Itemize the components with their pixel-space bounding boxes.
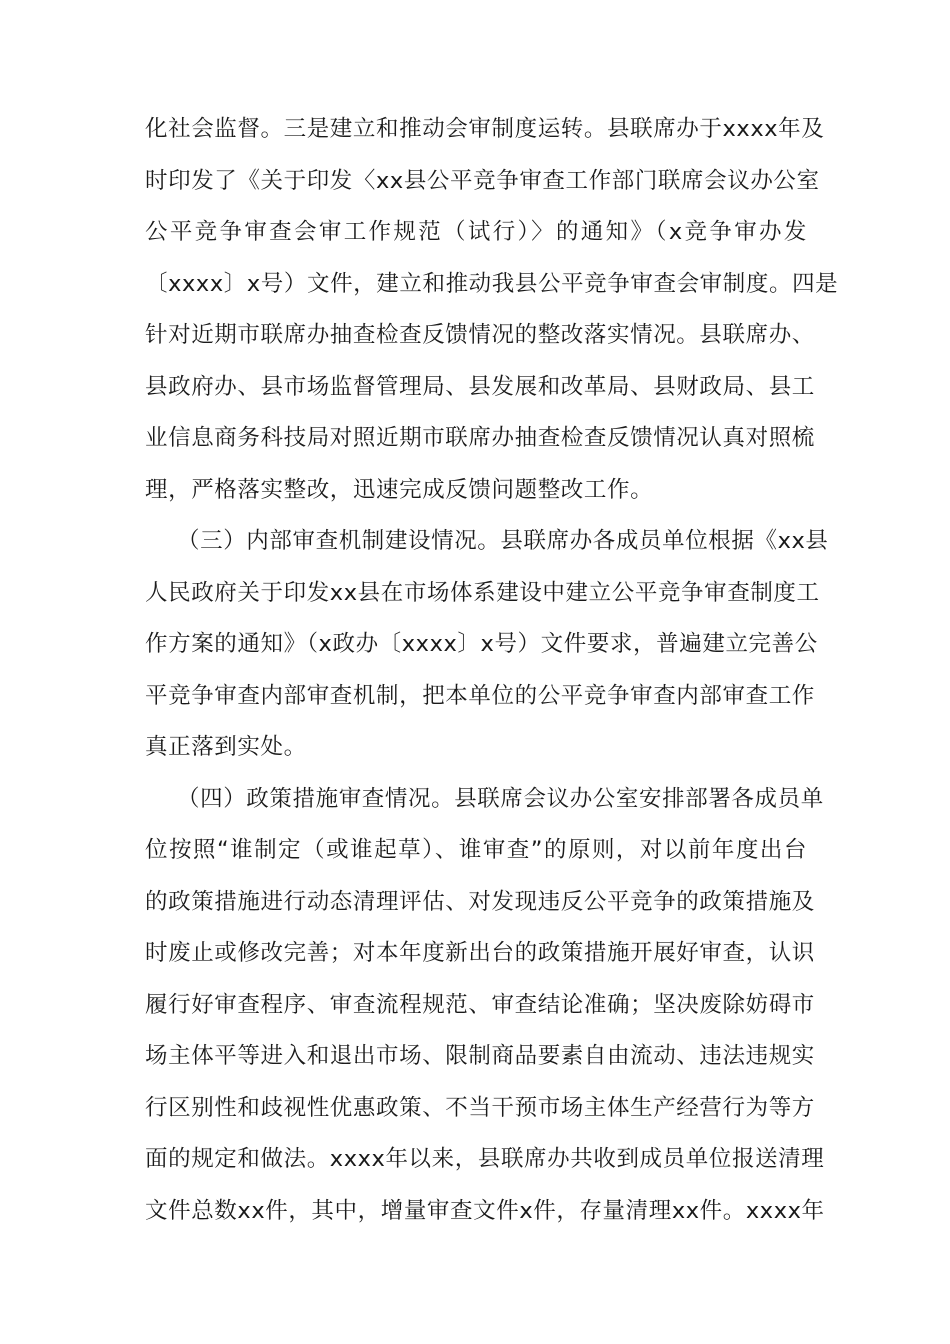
text-line: 平竞争审查内部审查机制，把本单位的公平竞争审查内部审查工作 — [145, 682, 815, 709]
text-line: 业信息商务科技局对照近期市联席办抽查检查反馈情况认真对照梳 — [145, 425, 815, 451]
text-line: 作方案的通知》（x政办〔xxxx〕x号）文件要求，普遍建立完善公 — [145, 631, 818, 657]
text-line: 位按照“谁制定（或谁起草）、谁审查”的原则，对以前年度出台 — [145, 837, 807, 863]
text-line: 文件总数xx件，其中，增量审查文件x件，存量清理xx件。xxxx年 — [145, 1197, 825, 1224]
text-line: 行区别性和歧视性优惠政策、不当干预市场主体生产经营行为等方 — [145, 1094, 815, 1121]
text-line: 面的规定和做法。xxxx年以来，县联席办共收到成员单位报送清理 — [145, 1146, 825, 1172]
text-line: 场主体平等进入和退出市场、限制商品要素自由流动、违法违规实 — [145, 1043, 815, 1069]
text-line: 真正落到实处。 — [145, 734, 307, 760]
section-heading-line: （三）内部审查机制建设情况。县联席办各成员单位根据《xx县 — [177, 528, 829, 554]
text-line: 时废止或修改完善；对本年度新出台的政策措施开展好审查，认识 — [145, 940, 815, 966]
text-line: 时印发了《关于印发〈xx县公平竞争审查工作部门联席会议办公室 — [145, 167, 820, 194]
text-line: 〔xxxx〕x号）文件，建立和推动我县公平竞争审查会审制度。四是 — [145, 270, 839, 297]
section-heading-line: （四）政策措施审查情况。县联席会议办公室安排部署各成员单 — [177, 785, 824, 812]
text-line: 履行好审查程序、审查流程规范、审查结论准确；坚决废除妨碍市 — [145, 991, 815, 1018]
text-line: 理，严格落实整改，迅速完成反馈问题整改工作。 — [145, 476, 654, 503]
text-line: 针对近期市联席办抽查检查反馈情况的整改落实情况。县联席办、 — [145, 322, 815, 348]
document-body — [145, 104, 839, 1237]
text-line: 化社会监督。三是建立和推动会审制度运转。县联席办于xxxx年及 — [145, 116, 825, 142]
text-line: 公平竞争审查会审工作规范（试行）〉的通知》（x竞争审办发 — [145, 219, 807, 245]
text-line: 县政府办、县市场监督管理局、县发展和改革局、县财政局、县工 — [145, 373, 815, 400]
text-line: 的政策措施进行动态清理评估、对发现违反公平竞争的政策措施及 — [145, 888, 815, 915]
text-line: 人民政府关于印发xx县在市场体系建设中建立公平竞争审查制度工 — [145, 579, 820, 606]
